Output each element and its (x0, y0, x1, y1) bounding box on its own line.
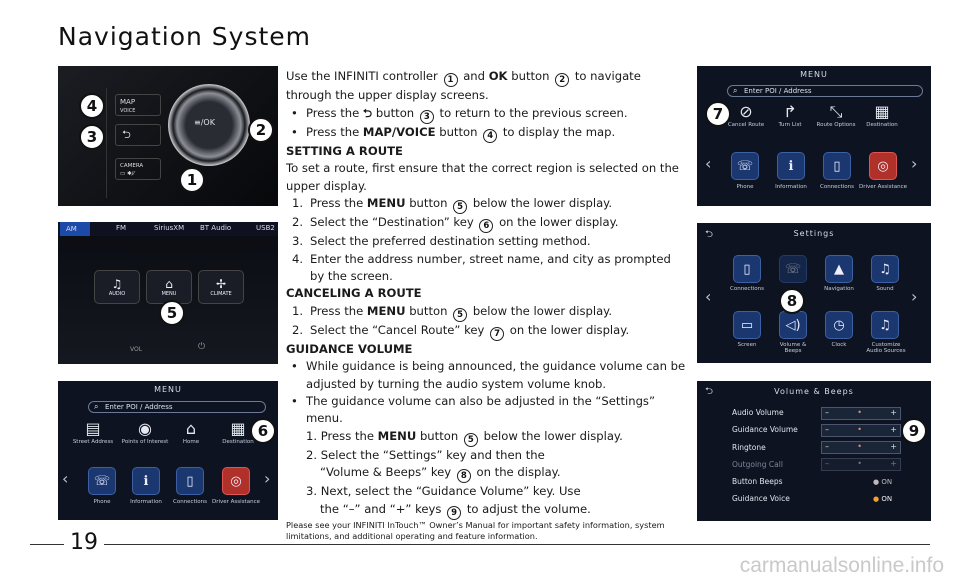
customize-audio-tile: ♫ (871, 311, 899, 339)
setting-route-lead: To set a route, first ensure that the correct region is selected on the upper display. (286, 161, 679, 193)
callout-2: 2 (248, 117, 274, 143)
fine-print: Please see your INFINITI InTouch™ Owner’s Manual for important safety information, system limitations, and additional operating and feature information. (286, 519, 665, 541)
right-arrow-icon-2: › (911, 154, 918, 173)
turn-list-icon: ↱ (783, 102, 797, 121)
intro-paragraph: Use the INFINITI controller 1 and OK button 2 to navigate through the upper display screens. (286, 69, 641, 103)
points-of-interest-item: ◉ Points of Interest (121, 419, 169, 445)
connections-tile-2: ▯ (823, 152, 851, 180)
turn-list-item: ↱ Turn List (765, 102, 815, 128)
checkered-flag-icon: ▦ (230, 419, 246, 438)
callout-4: 4 (79, 93, 105, 119)
home-icon: ⌂ (185, 419, 197, 438)
page-number: 19 (70, 530, 98, 555)
volume-step-2: 2. Select the “Settings” key and then the “Volume & Beeps” key 8 on the display. (286, 447, 688, 484)
menu-screen-destination: MENU ⌕ Enter POI / Address ▤ Street Address ◉ Points of Interest ⌂ Home ▦ Destination ‹ › ☏ ℹ ▯ ◎ Phone Information Connections Driver Assistance (58, 381, 278, 520)
instructions-column (286, 68, 688, 542)
guidance-volume-slider: – • + (821, 424, 901, 437)
volume-step-1: 1. Press the MENU button 5 below the lower display. (286, 428, 688, 447)
guidance-volume-heading: GUIDANCE VOLUME (286, 342, 413, 357)
setting-step-2: 2. Select the “Destination” key 6 on the lower display. (286, 214, 688, 233)
volume-bullet-1: • While guidance is being announced, the guidance volume can be adjusted by turning the audio system volume knob. (286, 358, 688, 393)
sound-settings-tile: ♫ (871, 255, 899, 283)
destination-item-2: ▦ Destination (857, 102, 907, 128)
callout-9: 9 (901, 418, 927, 444)
volume-sliders (821, 407, 901, 471)
clock-tile: ◷ (825, 311, 853, 339)
cancel-route-heading: CANCELING A ROUTE (286, 286, 422, 301)
band-bar: AM FM SiriusXM BT Audio USB2 (58, 222, 278, 236)
callout-5: 5 (159, 300, 185, 326)
map-voice-button: MAP VOICE (115, 94, 161, 116)
intro-bullet-map: • Press the MAP/VOICE button 4 to display the map. (286, 124, 688, 143)
callout-6: 6 (250, 418, 276, 444)
home-item: ⌂ Home (166, 419, 216, 445)
phone-tile-2: ☏ (731, 152, 759, 180)
watermark: carmanualsonline.info (739, 554, 944, 577)
search-input-2: ⌕ Enter POI / Address (727, 85, 923, 97)
callout-8: 8 (779, 288, 805, 314)
phone-tile: ☏ (88, 467, 116, 495)
information-tile: ℹ (132, 467, 160, 495)
setting-step-3: 3. Select the preferred destination setting method. (292, 234, 591, 249)
address-icon: ▤ (85, 419, 101, 438)
driver-assistance-tile: ◎ (222, 467, 250, 495)
destination-item: ▦ Destination (213, 419, 263, 445)
camera-button: CAMERA ▭ ✱/⁄ (115, 158, 161, 180)
controller-knob (168, 84, 250, 166)
power-icon: ⏻ (198, 342, 206, 352)
button-beeps-toggle: ● ON (873, 478, 893, 486)
volume-beeps-tile: ◁) (779, 311, 807, 339)
ringtone-slider: – • + (821, 441, 901, 454)
guidance-voice-toggle: ● ON (873, 495, 893, 503)
cancel-step-2: 2. Select the “Cancel Route” key 7 on the lower display. (286, 322, 688, 341)
navigation-settings-tile: ▲ (825, 255, 853, 283)
back-button: ⮌ (115, 124, 161, 146)
search-input: ⌕ Enter POI / Address (88, 401, 266, 413)
ok-button: ≡/OK (194, 118, 215, 127)
menu-tile: ⌂ MENU (146, 270, 192, 304)
information-tile-2: ℹ (777, 152, 805, 180)
volume-step-3: 3. Next, select the “Guidance Volume” key. Use the “–” and “+” keys 9 to adjust the volume. (286, 483, 688, 520)
menu-screen-cancel-route: MENU ⌕ Enter POI / Address ⊘ Cancel Route ↱ Turn List ⤡ Route Options ▦ Destination ‹ › ☏ ℹ ▯ ◎ Phone Information Connections Driver Assistance (697, 66, 931, 206)
climate-tile: ✢ CLIMATE (198, 270, 244, 304)
setting-route-heading: SETTING A ROUTE (286, 144, 403, 159)
volume-bullet-2: • The guidance volume can also be adjusted in the “Settings” menu. (286, 393, 688, 428)
outgoing-call-slider: – • + (821, 458, 901, 471)
right-arrow-icon: › (264, 469, 271, 488)
settings-screen: ⮌ Settings ‹ › ▯ ☏ ▲ ♫ Connections Navigation Sound ▭ ◁) ◷ ♫ Screen Volume & Beeps Clock Customize Audio Sources (697, 223, 931, 363)
cancel-route-item: ⊘ Cancel Route (721, 102, 771, 128)
left-arrow-icon-3: ‹ (705, 287, 712, 306)
cancel-icon: ⊘ (739, 102, 753, 121)
back-arrow-icon-settings: ⮌ (705, 229, 714, 240)
callout-3: 3 (79, 124, 105, 150)
left-arrow-icon: ‹ (62, 469, 69, 488)
intro-bullet-back: • Press the ⮌ button 3 to return to the previous screen. (286, 105, 688, 124)
street-address-item: ▤ Street Address (68, 419, 118, 445)
route-options-item: ⤡ Route Options (811, 102, 861, 128)
button-panel (106, 88, 168, 198)
vol-label: VOL (130, 346, 143, 353)
checkered-flag-icon-2: ▦ (874, 102, 890, 121)
audio-volume-slider: – • + (821, 407, 901, 420)
screen-settings-tile: ▭ (733, 311, 761, 339)
callout-1: 1 (179, 167, 205, 193)
lower-display-photo (58, 222, 278, 364)
back-arrow-icon-volume: ⮌ (705, 386, 714, 397)
footer-rule-left (30, 544, 64, 545)
connections-settings-tile: ▯ (733, 255, 761, 283)
back-arrow-icon: ⮌ (362, 105, 373, 120)
cancel-step-1: 1. Press the MENU button 5 below the lower display. (286, 303, 688, 322)
setting-step-1: 1. Press the MENU button 5 below the lower display. (286, 195, 688, 214)
driver-assistance-tile-2: ◎ (869, 152, 897, 180)
callout-7: 7 (705, 101, 731, 127)
route-options-icon: ⤡ (829, 102, 843, 121)
volume-beeps-screen: ⮌ Volume & Beeps Audio Volume Guidance Volume Ringtone Outgoing Call Button Beeps Guidance Voice – • + – • + – • + – • + ● ON ● ON (697, 381, 931, 521)
right-arrow-icon-3: › (911, 287, 918, 306)
page-title: Navigation System (58, 22, 312, 51)
footer-rule-right (104, 544, 930, 545)
poi-icon: ◉ (138, 419, 152, 438)
left-arrow-icon-2: ‹ (705, 154, 712, 173)
connections-tile: ▯ (176, 467, 204, 495)
setting-step-4: 4. Enter the address number, street name, and city as prompted by the screen. (292, 251, 671, 284)
audio-tile: ♫ AUDIO (94, 270, 140, 304)
phone-settings-tile: ☏ (779, 255, 807, 283)
